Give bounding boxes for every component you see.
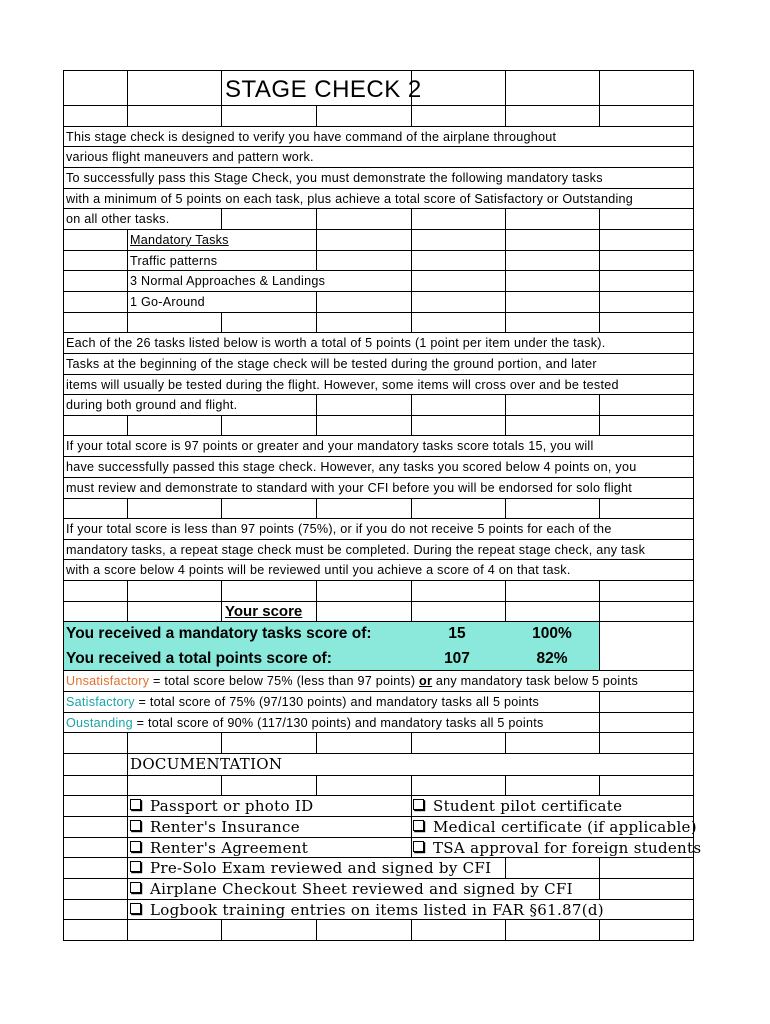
rating-satisfactory: Satisfactory = total score of 75% (97/130 points) and mandatory tasks all 5 points	[63, 692, 694, 713]
pass-line: have successfully passed this stage check. However, any tasks you scored below 4 points on, you	[63, 457, 694, 478]
total-score-value: 107	[444, 649, 470, 667]
doc-item: Student pilot certificate	[413, 796, 622, 816]
mandatory-heading-row	[63, 230, 694, 251]
total-score-row	[63, 647, 694, 672]
doc-item: Passport or photo ID	[130, 796, 313, 816]
mandatory-score-row	[63, 622, 694, 647]
intro-line: various flight maneuvers and pattern work.	[63, 147, 694, 168]
mandatory-item-row	[63, 271, 694, 292]
documentation-heading-row	[63, 754, 694, 776]
checkbox-icon	[130, 799, 141, 810]
mandatory-score-percent: 100%	[532, 625, 572, 643]
checkbox-icon	[130, 820, 141, 831]
pass-line: must review and demonstrate to standard with your CFI before you will be endorsed for solo flight	[63, 478, 694, 499]
empty-row	[63, 499, 694, 520]
doc-item: Medical certificate (if applicable)	[413, 817, 697, 837]
doc-row	[63, 858, 694, 879]
points-line: Each of the 26 tasks listed below is worth a total of 5 points (1 point per item under the task).	[63, 333, 694, 354]
checkbox-icon	[130, 861, 141, 872]
checkbox-icon	[413, 820, 424, 831]
fail-line: If your total score is less than 97 points (75%), or if you do not receive 5 points for each of the	[63, 519, 694, 540]
your-score-heading: Your score	[225, 602, 303, 620]
checkbox-icon	[413, 841, 424, 852]
fail-line: with a score below 4 points will be reviewed until you achieve a score of 4 on that task.	[63, 560, 694, 581]
doc-row	[63, 838, 702, 859]
doc-row	[63, 900, 694, 921]
empty-row	[63, 581, 694, 602]
points-line: during both ground and flight.	[63, 395, 694, 416]
total-score-label: You received a total points score of:	[66, 649, 332, 667]
stage-check-sheet	[63, 70, 702, 941]
mandatory-score-value: 15	[448, 625, 466, 643]
empty-row	[63, 106, 694, 127]
doc-item: Pre-Solo Exam reviewed and signed by CFI	[130, 858, 491, 878]
empty-row	[63, 776, 694, 797]
empty-row	[63, 920, 694, 941]
intro-line: To successfully pass this Stage Check, you must demonstrate the following mandatory tasks	[63, 168, 694, 189]
mandatory-task: 1 Go-Around	[130, 295, 205, 309]
doc-item: Renter's Agreement	[130, 838, 308, 858]
mandatory-item-row	[63, 292, 694, 313]
intro-line: with a minimum of 5 points on each task, plus achieve a total score of Satisfactory or Outstanding	[63, 189, 694, 210]
mandatory-task: 3 Normal Approaches & Landings	[130, 274, 326, 289]
points-line: Tasks at the beginning of the stage check will be tested during the ground portion, and later	[63, 354, 694, 375]
your-score-row	[63, 602, 694, 623]
rating-unsatisfactory: Unsatisfactory = total score below 75% (less than 97 points) or any mandatory task below 5 points	[63, 671, 694, 692]
doc-item: Logbook training entries on items listed in FAR §61.87(d)	[130, 900, 604, 920]
intro-line: on all other tasks.	[63, 209, 694, 230]
doc-row	[63, 817, 697, 838]
page-title: STAGE CHECK 2	[225, 76, 422, 103]
empty-row	[63, 313, 694, 334]
rating-outstanding: Oustanding = total score of 90% (117/130 points) and mandatory tasks all 5 points	[63, 713, 694, 734]
doc-row	[63, 879, 694, 900]
empty-row	[63, 733, 694, 754]
points-line: items will usually be tested during the flight. However, some items will cross over and be tested	[63, 375, 694, 396]
mandatory-tasks-heading: Mandatory Tasks	[130, 232, 229, 247]
fail-line: mandatory tasks, a repeat stage check must be completed. During the repeat stage check, any task	[63, 540, 694, 561]
title-row	[63, 70, 694, 106]
mandatory-score-label: You received a mandatory tasks score of:	[66, 625, 372, 643]
intro-line: This stage check is designed to verify you have command of the airplane throughout	[63, 127, 694, 148]
checkbox-icon	[130, 882, 141, 893]
doc-row	[63, 796, 694, 817]
checkbox-icon	[130, 841, 141, 852]
checkbox-icon	[130, 903, 141, 914]
mandatory-item-row	[63, 251, 694, 272]
doc-item: Airplane Checkout Sheet reviewed and signed by CFI	[130, 879, 573, 899]
pass-line: If your total score is 97 points or greater and your mandatory tasks score totals 15, you will	[63, 436, 694, 457]
empty-row	[63, 416, 694, 437]
mandatory-task: Traffic patterns	[130, 253, 218, 268]
checkbox-icon	[413, 799, 424, 810]
doc-item: TSA approval for foreign students	[413, 838, 701, 858]
doc-item: Renter's Insurance	[130, 817, 300, 837]
documentation-heading: DOCUMENTATION	[130, 754, 283, 773]
total-score-percent: 82%	[536, 649, 568, 667]
